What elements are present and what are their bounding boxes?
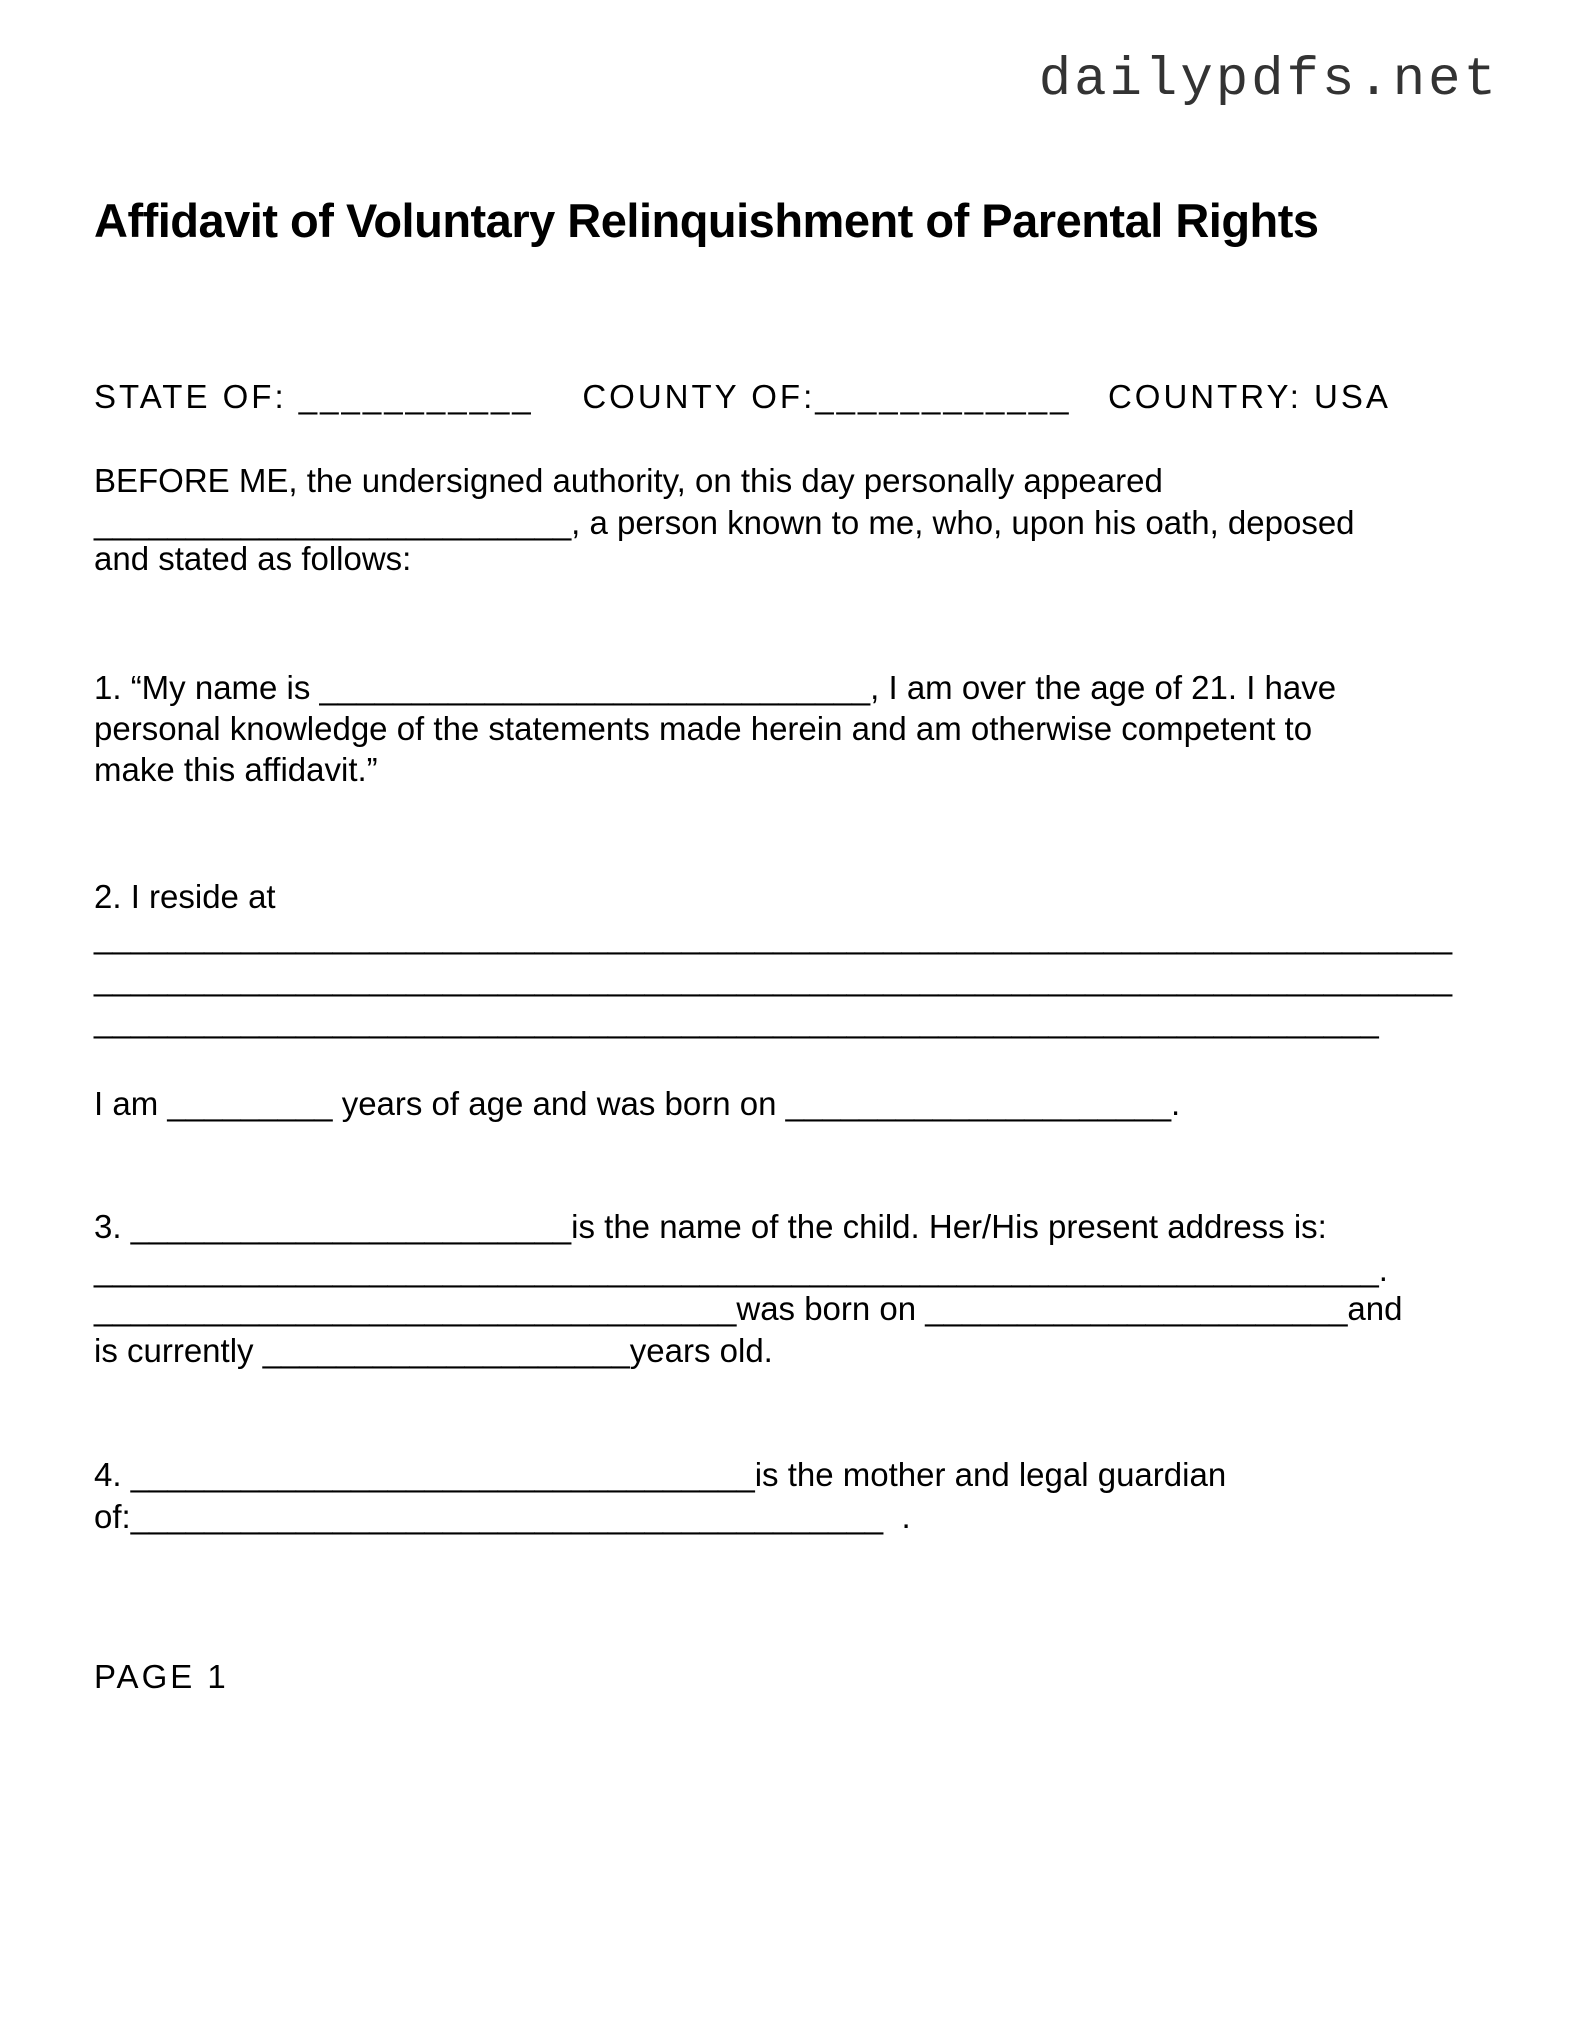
intro-line-3: and stated as follows: [94, 540, 412, 577]
section-3-line-4: is currently ____________________years old. [94, 1332, 773, 1369]
watermark-text: dailypdfs.net [1038, 50, 1499, 111]
address-blank-line: __________________________________________________________________________ [94, 960, 1453, 997]
page-number-label: PAGE 1 [94, 1658, 229, 1695]
section-1-line-1: 1. “My name is ______________________________, I am over the age of 21. I have [94, 669, 1337, 706]
age-line: I am _________ years of age and was born on _____________________. [94, 1085, 1181, 1122]
document-title: Affidavit of Voluntary Relinquishment of Parental Rights [94, 194, 1319, 247]
section-4-line-2: of:_________________________________________ . [94, 1498, 911, 1535]
section-1-line-3: make this affidavit.” [94, 751, 378, 788]
section-4-line-1: 4. __________________________________is the mother and legal guardian [94, 1456, 1227, 1493]
intro-line-2: __________________________, a person known to me, who, upon his oath, deposed [94, 504, 1355, 541]
address-blank-line: __________________________________________________________________________ [94, 918, 1453, 955]
address-blank-line: ______________________________________________________________________ [94, 1002, 1379, 1039]
section-1-line-2: personal knowledge of the statements made herein and am otherwise competent to [94, 710, 1313, 747]
section-3-line-2: ______________________________________________________________________. [94, 1251, 1388, 1288]
jurisdiction-line: STATE OF: ___________ COUNTY OF:____________ COUNTRY: USA [94, 378, 1391, 415]
section-2-line-1: 2. I reside at [94, 878, 276, 915]
section-3-line-3: ___________________________________was born on _______________________and [94, 1290, 1403, 1327]
section-3-line-1: 3. ________________________is the name of the child. Her/His present address is: [94, 1208, 1327, 1245]
intro-line-1: BEFORE ME, the undersigned authority, on this day personally appeared [94, 462, 1163, 499]
